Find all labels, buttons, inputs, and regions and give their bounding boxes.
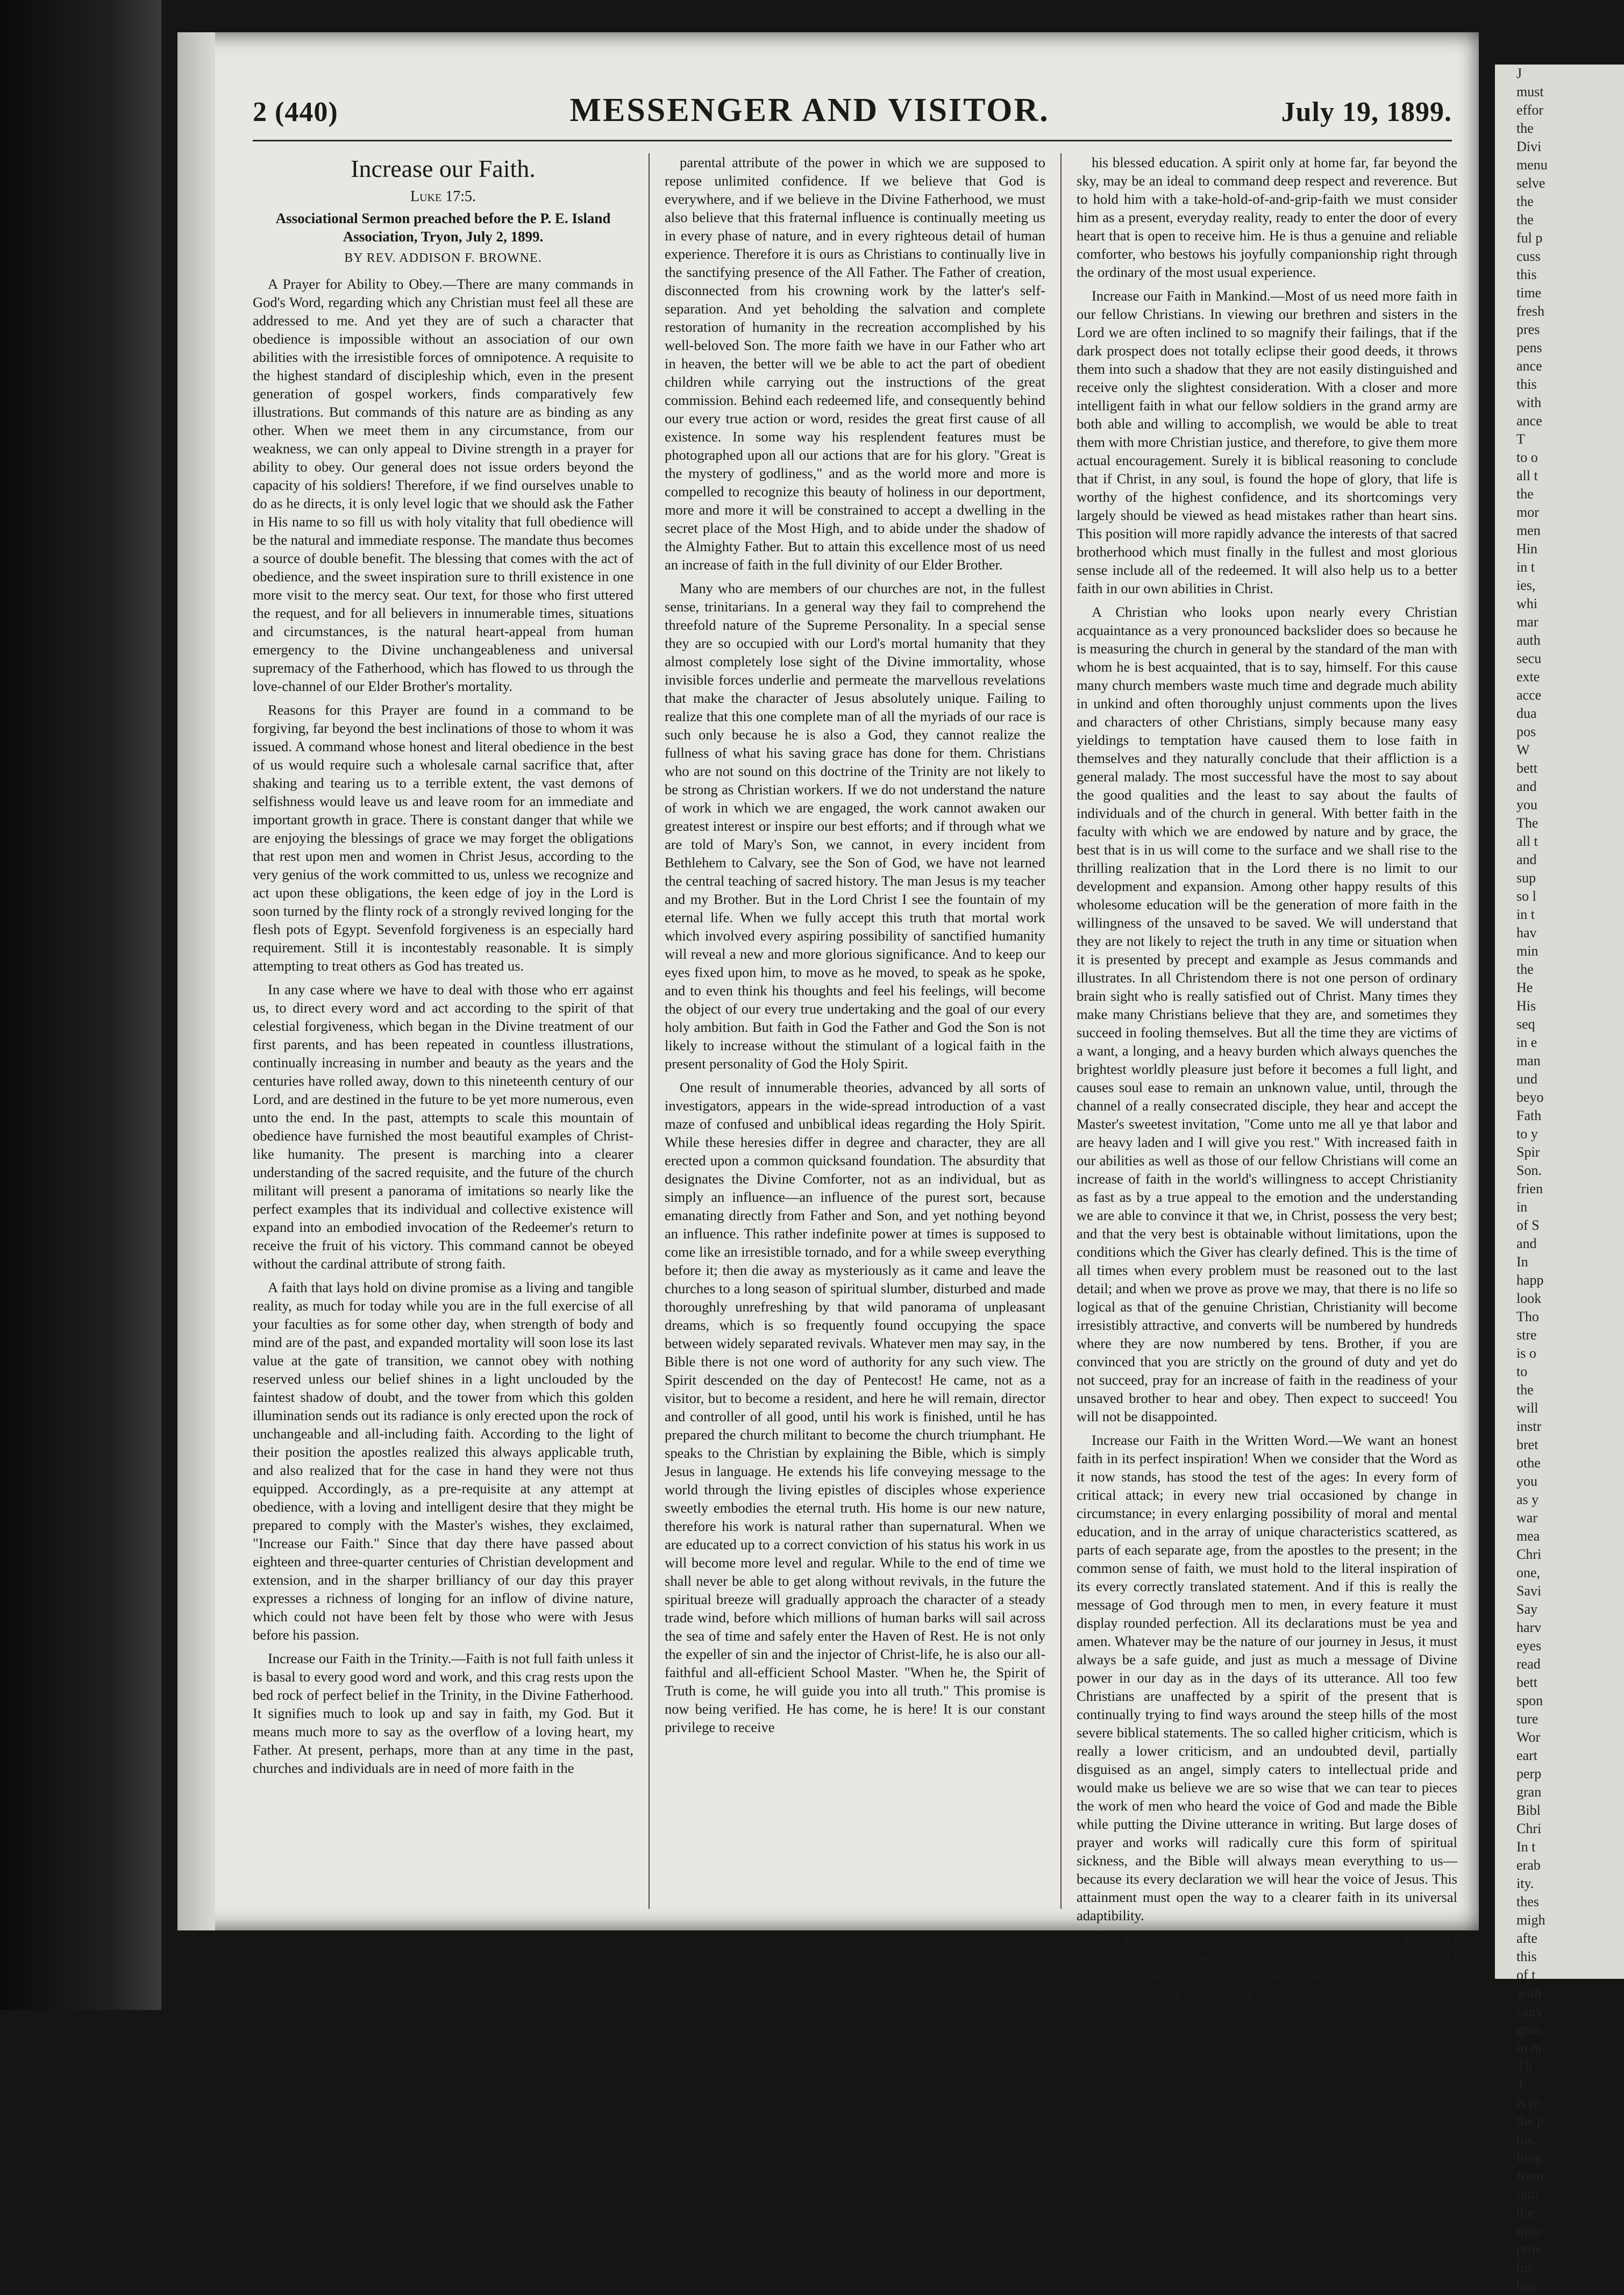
adjacent-page-fragment: erab — [1516, 1857, 1541, 1873]
adjacent-page-fragment: Hin — [1516, 541, 1537, 557]
adjacent-page-fragment: in — [1516, 1199, 1528, 1215]
adjacent-page-fragment: und — [1516, 1071, 1537, 1087]
adjacent-page-fragment: whi — [1516, 596, 1537, 611]
adjacent-page-fragment: in m — [1516, 2040, 1542, 2056]
adjacent-page-fragment: auth — [1516, 632, 1541, 648]
article-columns — [253, 153, 1457, 2002]
adjacent-page-fragment: of t — [1516, 1967, 1536, 1983]
paragraph: Reasons for this Prayer are found in a command to be forgiving, far beyond the best inclinations of those to whom it was issued. A command whose honest and literal obedience in the best of us would require such a wholesale carnal sacrifice that, after shaking and tearing us to a terrible extent, the vast demons of selfishness would leave us and leave room for an immediate and important growth in grace. There is constant danger that while we are enjoying the blessings of grace we may forget the obligations that rest upon men and women in Christ Jesus, according to the very genius of the work committed to us, unless we recognize and act upon these obligations, the keen edge of joy in the Lord is soon turned by the flinty rock of a strongly revived longing for the flesh pots of Egypt. Sevenfold forgiveness is an especially hard requirement. Still it is incontestably reasonable. It is simply attempting to treat others as God has treated us. — [253, 702, 633, 974]
adjacent-page-fragment: pos — [1516, 724, 1536, 739]
adjacent-page-fragment: Bibl — [1516, 1802, 1541, 1818]
adjacent-page-edge — [1495, 65, 1624, 2293]
adjacent-page-fragment: ful p — [1516, 230, 1543, 246]
adjacent-page-fragment: war — [1516, 1510, 1537, 1526]
adjacent-page-fragment: dua — [1516, 705, 1537, 721]
adjacent-page-fragment: is m — [1516, 2095, 1541, 2111]
adjacent-page-fragment: the — [1516, 120, 1534, 136]
adjacent-page-fragment: bett — [1516, 760, 1537, 776]
adjacent-page-fragment: all t — [1516, 833, 1538, 849]
adjacent-page-fragment: Chri — [1516, 1546, 1542, 1562]
adjacent-page-fragment: secu — [1516, 651, 1542, 666]
adjacent-page-fragment: as y — [1516, 1492, 1539, 1507]
adjacent-page-fragment: mea — [1516, 1528, 1540, 1544]
adjacent-page-fragment: with — [1516, 395, 1542, 410]
adjacent-page-fragment: read — [1516, 1656, 1541, 1672]
adjacent-page-fragment: this — [1516, 1949, 1537, 1964]
adjacent-page-fragment: the — [1516, 1382, 1534, 1398]
adjacent-page-fragment: the — [1516, 961, 1534, 977]
adjacent-page-fragment: in t — [1516, 907, 1535, 922]
article-title: Increase our Faith. — [351, 155, 536, 182]
adjacent-page-fragment: othe — [1516, 1455, 1541, 1471]
adjacent-page-fragment: is o — [1516, 1345, 1536, 1361]
adjacent-page-fragment: mar — [1516, 614, 1538, 630]
paragraph: Increase our Faith in the Written Word.—We want an honest faith in its perfect inspiration! When we consider that the Word as it now stands, has stood the test of the ages: In every form of critical attack; in every new trial occasioned by change in circumstance; in every enlarging possibility of moral and mental education, and in the array of unique characteristics scattered, as parts of each separate age, from the apostles to the present; in the common sense of faith, we must hold to the literal inspiration of its every correctly translated statement. And if this is really the message of God through men to men, in every feature it must display rounded perfection. All its declarations must be yea and amen. Whatever may be the nature of our journey in Jesus, it must always be a safe guide, and just as much a message of Divine power in our day as in the days of its utterance. All too few Christians are unaffected by a spirit of the present that is continually trying to find ways around the steep hills of the most severe biblical statements. The so called higher criticism, which is really a lower criticism, and an undoubted devil, partially disguised as an angel, simply caters to intellectual pride and would make us believe we are so wise that we can tear to pieces the work of men who heard the voice of God and made the Bible while putting the Divine utterance in writing. But large doses of prayer and works will radically cure this form of spiritual sickness, and the Bible will always mean everything to us—because its every declaration we will hear the voice of Jesus. This attainment must open the way to a clearer faith in its universal adaptibility. — [1077, 1432, 1457, 1923]
adjacent-page-fragment: into — [1516, 2186, 1538, 2202]
paragraph: One result of innumerable theories, advanced by all sorts of investigators, appears in the wide-spread introduction of a vast maze of confused and unbiblical ideas regarding the Holy Spirit. While these heresies differ in degree and character, they are all erected upon a common quicksand foundation. The absurdity that designates the Divine Comforter, not as an individual, but as simply an influence—an influence of the purest sort, because emanating directly from Father and Son, and yet nothing beyond an influence. This rather indefinite power at times is supposed to come like an irresistible tornado, and for a while sweep everything before it; then die away as mysteriously as it came and leave the churches to a long season of spiritual slumber, disturbed and made thoroughly unrefreshing by that wild panorama of unpleasant dreams, which is so frequently found occupying the space between widely separated revivals. Whatever men may say, in the Bible there is not one word of authority for any such view. The Spirit descended on the day of Pentecost! He came, not as a visitor, but to become a resident, and here he will remain, director and controller of all good, until his work is finished, until he has prepared the church militant to become the church triumphant. He speaks to the Christian by explaining the Bible, which is simply Jesus in language. He extends his life conveying message to the world through the living epistles of disciples whose experience sweetly embodies the eternal truth. His home is our new nature, therefore his work is natural rather than supernatural. When we are educated up to a correct conviction of his status his work in us will become more level and regular. While to the end of time we shall never be able to get along without revivals, in the future the spiritual breeze will gradually approach the character of a steady trade wind, before which millions of human barks will sail across the sea of time and safely enter the Haven of Rest. He is not only the expeller of sin and the injector of Christ-life, he is also our all-faithful and all-efficient School Master. "When he, the Spirit of Truth is come, he will guide you into all truth." This promise is now being verified. He has come, he is here! It is our constant privilege to receive — [665, 1079, 1045, 1735]
adjacent-page-fragment: pres — [1516, 322, 1540, 337]
adjacent-page-fragment: bret — [1516, 1437, 1538, 1452]
adjacent-page-fragment: all t — [1516, 468, 1538, 483]
column-divider — [649, 153, 650, 1909]
article-subtitle: Associational Sermon preached before the P. E. Island Association, Tryon, July 2, 1899. — [275, 210, 611, 245]
adjacent-page-fragment: effor — [1516, 102, 1544, 118]
adjacent-page-fragment: men — [1516, 523, 1541, 538]
adjacent-page-fragment: Savi — [1516, 1583, 1542, 1599]
adjacent-page-fragment: happ — [1516, 1272, 1544, 1288]
adjacent-page-fragment: Wor — [1516, 1729, 1541, 1745]
adjacent-page-fragment: with — [1516, 1985, 1542, 2001]
adjacent-page-fragment: and — [1516, 779, 1537, 794]
adjacent-page-fragment: bea — [1516, 2278, 1536, 2293]
adjacent-page-fragment: Spir — [1516, 1144, 1540, 1160]
paragraph: In any case where we have to deal with those who err against us, to direct every word and act according to the spirit of that celestial forgiveness, which began in the Divine treatment of our first parents, and has been repeated in countless illustrations, continually increasing in number and beauty as the years and the centuries have rolled away, down to this nineteenth century of our Lord, and are destined in the future to be yet more numerous, even unto the end. In the past, attempts to scale this mountain of obedience have furnished the most beautiful examples of Christ-like humanity. The present is marching into a clearer understanding of the sacred requisite, and the future of the church militant will present a panorama of imitations so nearly like the perfect examples that its individual and collective existence will expand into an embodied invocation of the Redeemer's return to receive the fruit of his victory. This command cannot be obeyed without the cardinal attribute of strong faith. — [253, 981, 633, 1272]
adjacent-page-fragment: to — [1516, 1364, 1528, 1379]
scan-background — [0, 0, 161, 2010]
adjacent-page-fragment: Son. — [1516, 1163, 1542, 1178]
adjacent-page-fragment: fresh — [1516, 303, 1544, 319]
adjacent-page-fragment: long — [1516, 2150, 1542, 2165]
adjacent-page-fragment: Tho — [1516, 1309, 1539, 1324]
scripture-reference: Luke 17:5. — [410, 188, 476, 205]
adjacent-page-fragment: in e — [1516, 1035, 1537, 1050]
paragraph: A Christian who looks upon nearly every Christian acquaintance as a very pronounced backslider does so because he is measuring the church in general by the standard of the man with whom he is best acquainted, that is to say, himself. For this cause many church members waste much time and degrade much ability in unkind and often thoroughly unjust comments upon the lives and characters of other Christians, simply because many easy yieldings to temptation have caused them to lose faith in themselves and they naturally conclude that their affliction is a general malady. The most successful have the most to say about the good qualities and the least to say about the faults of individuals and of the church in general. With better faith in the faculty with which we are endowed by nature and by grace, the best that is in us will come to the surface and we shall rise to the thrilling realization that in the Lord there is no limit to our development and expansion. Among other happy results of this wholesome education will be the generation of more faith in the willingness of the unsaved to be saved. We will understand that they are not likely to reject the truth in any time or situation when it is presented by precept and example as Jesus commands and illustrates. In all Christendom there is not one person of ordinary brain sight who is really satisfied out of Christ. Many times they make many Christians believe that they are, and sometimes they succeed in fooling themselves. But all the time they are victims of a want, a longing, and a heavy burden which always quenches the brightest worldly pleasure just before it becomes a full light, and causes soul ease to remain an unknown value, until, through the channel of a really consecrated disciple, they hear and accept the Master's sweetest invitation, "Come unto me all ye that labor and are heavy laden and I will give you rest." With increased faith in our abilities as well as those of our fellow Christians will come an increase of faith in the world's willingness to accept Christianity as fast as by a true appeal to the emotion and the understanding we are able to convince it that we, in Christ, possess the very best; and that the very best is obtainable without limitations, upon the conditions which the Giver has clearly defined. This is the time of all times when every problem must be reasoned out to the last detail; and when we prove as prove we may, that there is no life so logical as that of the genuine Christian, Christianity will become irresistibly attractive, and converts will be numbered by hundreds where they are now numbered by tens. Brother, if you are convinced that you are strictly on the ground of duty and yet do not succeed, pray for an increase of faith in the readiness of your unsaved brother to hear and obey. Then expect to succeed! You will not be disappointed. — [1077, 604, 1457, 1424]
adjacent-page-fragment: Fath — [1516, 1108, 1542, 1123]
paragraph: A faith that lays hold on divine promise as a living and tangible reality, as much for today while you are in the full exercise of all your faculties as for some other day, when strength of body and mind are of the past, and expanded mortality will soon lose its last value at the gate of transition, we cannot obey with nothing reserved unless our belief shines in a light unclouded by the faintest shadow of doubt, and the tower from which this golden illumination sends out its radiance is only erected upon the rock of unchangeable and all-including faith. According to the light of their position the apostles realized this always applicable truth, and also realized that for the case in hand they were not thus equipped. Accordingly, as a pre-requisite at any attempt at obedience, with a loving and intelligent desire that they might be prepared to comply with the Master's wishes, they exclaimed, "Increase our Faith." Since that day there have passed about eighteen and three-quarter centuries of Christian development and extension, and in the sharper brilliancy of our day this prayer expresses a richness of longing for an inflow of divine nature, which could not have been felt by those who were with Jesus before his passion. — [253, 1279, 633, 1643]
paragraph: Increase our Faith in Mankind.—Most of us need more faith in our fellow Christians. In viewing our brethren and sisters in the Lord we are often inclined to so magnify their failings, that if the dark prospect does not totally eclipse their good deeds, it throws them into such a shadow that they are not easily distinguished and receive only the slightest consideration. With a closer and more intelligent faith in what our fellow soldiers in the grand army are both able and willing to accomplish, we would be able to treat them with more Christian justice, and therefore, to give them more actual encouragement. Surely it is biblical reasoning to conclude that if Christ, in any soul, is found the hope of glory, that life is worthy of the highest confidence, and its shortcomings very largely should be viewed as head mistakes rather than heart sins. This position will more rapidly advance the interests of that sacred brotherhood which must finally in the fullest and most glorious sense include all of the redeemed. It will also help us to a better faith in our own abilities in Christ. — [1077, 288, 1457, 596]
adjacent-page-fragment: and — [1516, 852, 1537, 867]
adjacent-page-fragment: and — [1516, 1236, 1537, 1251]
adjacent-page-fragment: the — [1516, 2205, 1534, 2220]
adjacent-page-fragment: menu — [1516, 157, 1548, 173]
adjacent-page-fragment: His — [1516, 998, 1536, 1014]
adjacent-page-fragment: He — [1516, 980, 1533, 995]
adjacent-page-fragment: bis. — [1516, 2132, 1536, 2147]
adjacent-page-fragment: the — [1516, 194, 1534, 209]
paragraph: A Prayer for Ability to Obey.—There are many commands in God's Word, regarding which any Christian must feel all these are addressed to me. And yet they are of such a character that obedience is impossible without an association of our own abilities with the irresistible forces of omnipotence. A requisite to the highest standard of discipleship which, even in the present generation of gospel workers, finds comparatively few illustrations. But commands of this nature are as binding as any other. When we meet them in any circumstance, from our weakness, we can only appeal to Divine strength in a prayer for ability to obey. Our general does not issue orders beyond the capacity of his soldiers! Therefore, if we find ourselves unable to do as he directs, it is only level logic that we should ask the Father in His name to so fill us with holy vitality that full obedience will be the natural and immediate response. The mandate thus becomes a source of double benefit. The blessing that comes with the act of obedience, and the sweet inspiration sure to thrill existence in one more visit to the mercy seat. Our text, for those who first uttered the request, and for all believers in innumerable times, situations and circumstances, is the natural heart-appeal from human emergency to the Divine unchangeableness and universal supremacy of the Fatherhood, which has flowed to us through the love-channel of our Elder Brother's mortality. — [253, 276, 633, 694]
adjacent-page-fragment: the — [1516, 212, 1534, 227]
adjacent-page-fragment: harv — [1516, 1620, 1542, 1635]
paragraph: parental attribute of the power in which we are supposed to repose unlimited confidence. If we believe that God is everywhere, and if we believe in the Divine Fatherhood, we must also believe that this fraternal influence is continually meeting us in every phase of nature, and in every righteous detail of human experience. Therefore it is ours as Christians to continually live in the sanctifying presence of the All Father. The Father of creation, disconnected from his crowning work by the latter's self-separation. And yet beholding the salvation and complete restoration of humanity in the recreation accomplished by his well-beloved Son. The more faith we have in our Father who art in heaven, the better will we be able to act the part of obedient children while carrying out the instructions of the great commission. Behind each redeemed life, and consequently behind our every true action or word, resides the great first cause of all existence. In some way his resplendent features must be photographed upon all our actions that are for his glory. "Great is the mystery of godliness," and as the world more and more is compelled to recognize this beauty of holiness in our deportment, more and more it will be constrained to accept a dwelling in the secret place of the Most High, and to abide under the shadow of the Almighty Father. But to attain this excellence most of us need an increase of faith in the full divinity of our Elder Brother. — [665, 154, 1045, 573]
adjacent-page-fragment: you — [1516, 797, 1537, 812]
adjacent-page-fragment: mor — [1516, 504, 1539, 520]
adjacent-page-fragment: to y — [1516, 1126, 1538, 1142]
adjacent-page-fragment: the p — [1516, 2113, 1544, 2129]
column-3 — [1077, 153, 1457, 2002]
adjacent-page-fragment: the — [1516, 486, 1534, 502]
adjacent-page-fragment: min — [1516, 943, 1538, 959]
byline: BY REV. ADDISON F. BROWNE. — [344, 251, 542, 265]
adjacent-page-fragment: T — [1516, 431, 1525, 447]
adjacent-page-fragment: W — [1516, 742, 1530, 758]
newspaper-page — [177, 32, 1479, 2002]
adjacent-page-fragment: of S — [1516, 1217, 1540, 1233]
paragraph: his blessed education. A spirit only at home far, far beyond the sky, may be an ideal to command deep respect and reverence. But to hold him with a take-hold-of-and-grip-faith we must consider him as a present, everyday reality, ready to enter the door of every heart that is open to receive him. He is thus a genuine and reliable comforter, who bestows his joyfully companionship right through the ordinary of the most usual experience. — [1077, 154, 1457, 280]
adjacent-page-fragment: beyo — [1516, 1089, 1544, 1105]
adjacent-page-fragment: Divi — [1516, 139, 1542, 154]
adjacent-page-fragment: hav — [1516, 925, 1537, 940]
masthead: MESSENGER AND VISITOR. — [569, 92, 1050, 129]
adjacent-page-fragment: stre — [1516, 1327, 1537, 1343]
adjacent-page-fragment: look — [1516, 1291, 1542, 1306]
issue-date: July 19, 1899. — [1281, 97, 1452, 127]
adjacent-page-fragment: ies, — [1516, 578, 1536, 593]
adjacent-page-fragment: Say — [1516, 1601, 1537, 1617]
adjacent-page-fragment: T — [1516, 2077, 1525, 2092]
adjacent-page-fragment: exte — [1516, 669, 1540, 685]
adjacent-page-fragment: from — [1516, 2168, 1544, 2184]
adjacent-page-fragment: you — [1516, 1473, 1537, 1489]
adjacent-page-fragment: acce — [1516, 687, 1542, 703]
adjacent-page-fragment: prov — [1516, 2241, 1542, 2257]
adjacent-page-fragment: must — [1516, 84, 1544, 99]
adjacent-page-fragment: this — [1516, 267, 1537, 282]
adjacent-page-fragment: one, — [1516, 1565, 1541, 1580]
adjacent-page-fragment: frien — [1516, 1181, 1543, 1196]
adjacent-page-fragment: eyes — [1516, 1638, 1542, 1653]
adjacent-page-fragment: so l — [1516, 888, 1536, 904]
adjacent-page-fragment: his — [1516, 2260, 1533, 2275]
adjacent-page-fragment: canv — [1516, 2004, 1543, 2019]
adjacent-page-fragment: bett — [1516, 1674, 1537, 1690]
adjacent-page-fragment: mou — [1516, 2223, 1542, 2239]
adjacent-page-fragment: J — [1516, 66, 1522, 81]
adjacent-page-fragment: pens — [1516, 340, 1542, 355]
adjacent-page-fragment: gran — [1516, 1784, 1542, 1800]
paragraph: Many who are members of our churches are not, in the fullest sense, trinitarians. In a general way they fail to comprehend the threefold nature of the Supreme Personality. In a special sense they are so occupied with our Lord's mortal humanity that they almost completely lose sight of the Divine immortality, whose invisible forces underlie and permeate the marvellous revelations that make the character of Jesus absolutely unique. Failing to realize that this one complete man of all the myriads of our race is such only because he is also a God, they cannot realize the fullness of what his saving grace has done for them. Christians who are not sound on this doctrine of the Trinity are not likely to be strong as Christian workers. If we do not understand the nature of work in which we are engaged, the work cannot awaken our greatest interest or inspire our best efforts; and if through what we are told of Mary's Son, we cannot, in every incident from Bethlehem to Calvary, see the Son of God, we have not learned the central teaching of sacred history. The man Jesus is my teacher and my Brother. But in the Lord Christ I see the fountain of my eternal life. When we fully accept this truth that mortal work which involved every aspiring possibility of sanctified humanity will reveal a new and more glorious significance. And to keep our eyes fixed upon him, to move as he moved, to speak as he spoke, and to even think his thoughts and feel his feelings, will become the object of our every true undertaking and the goal of our every holy ambition. But faith in God the Father and God the Son is not likely to increase without the stimulant of a logical faith in the present personality of God the Holy Spirit. — [665, 580, 1045, 1072]
adjacent-page-fragment: seq — [1516, 1016, 1535, 1032]
paragraph: The autobiography of the man without blemish; a perfect literary production; because in a perfect way describing a perfect life. Such a work must signify exactly the same to all ages, races and places, and by its teaching — [1077, 1931, 1457, 2002]
adjacent-page-fragment: migh — [1516, 1912, 1545, 1928]
adjacent-page-fragment: ance — [1516, 358, 1542, 374]
adjacent-page-fragment: Chri — [1516, 1821, 1542, 1836]
adjacent-page-fragment: this — [1516, 376, 1537, 392]
page-header — [253, 91, 1452, 141]
adjacent-page-fragment: ture — [1516, 1711, 1538, 1727]
page-number: 2 (440) — [253, 97, 338, 127]
paragraph: Increase our Faith in the Trinity.—Faith is not full faith unless it is basal to every good word and work, and this crag rests upon the bed rock of perfect belief in the Trinity, in the Divine Fatherhood. It signifies much to look up and say in faith, my God. But it means much more to say as the overflow of a loving heart, my Father. At present, perhaps, more than at any time in the past, churches and individuals are in need of more faith in the — [253, 1650, 633, 1776]
adjacent-page-fragment: The — [1516, 815, 1538, 831]
column-2 — [665, 153, 1045, 1909]
adjacent-page-fragment: in t — [1516, 559, 1535, 575]
adjacent-page-fragment: thes — [1516, 1894, 1539, 1909]
adjacent-page-fragment: to o — [1516, 450, 1538, 465]
adjacent-page-fragment: ity. — [1516, 1876, 1534, 1891]
adjacent-page-fragment: time — [1516, 285, 1542, 301]
adjacent-page-fragment: sup — [1516, 870, 1536, 886]
adjacent-page-fragment: spon — [1516, 1693, 1543, 1708]
adjacent-page-fragment: Th — [1516, 2058, 1532, 2074]
adjacent-page-fragment: In — [1516, 1254, 1528, 1270]
adjacent-page-fragment: In t — [1516, 1839, 1536, 1855]
adjacent-page-fragment: selve — [1516, 175, 1545, 191]
adjacent-page-fragment: man — [1516, 1053, 1541, 1068]
column-divider — [1060, 153, 1062, 1909]
adjacent-page-fragment: perp — [1516, 1766, 1542, 1781]
adjacent-page-fragment: eart — [1516, 1748, 1537, 1763]
adjacent-page-fragment: will — [1516, 1400, 1538, 1416]
adjacent-page-fragment: ance — [1516, 413, 1542, 429]
adjacent-page-fragment: instr — [1516, 1419, 1542, 1434]
page-gutter — [177, 32, 215, 1930]
adjacent-page-fragment: afte — [1516, 1930, 1537, 1946]
adjacent-page-fragment: cuss — [1516, 248, 1541, 264]
adjacent-page-fragment: gran — [1516, 2022, 1542, 2037]
column-1 — [253, 153, 633, 1909]
